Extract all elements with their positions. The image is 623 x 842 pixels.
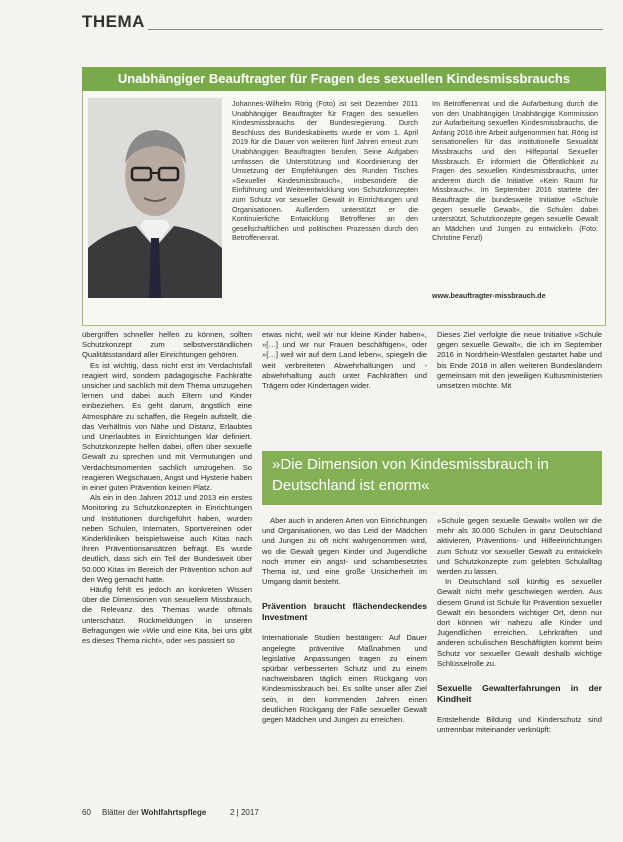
infobox-link[interactable]: www.beauftragter-missbrauch.de	[432, 291, 546, 300]
infobox-title: Unabhängiger Beauftragter für Fragen des sexuellen Kindesmissbrauchs	[82, 67, 606, 91]
article-col2-top: etwas nicht, weil wir nur kleine Kinder haben«, »[…] und wir nur Frauen beschäftigen«, oder »[…] weil wir auf dem Land leben«, spiegeln die weit verbreiteten Abwehrhaltungen und -abwehrhaltung auch unter Fachkräften und Trägern oder Kindertagen wider.	[262, 330, 427, 391]
article-col1	[82, 330, 252, 646]
header-rule	[148, 29, 603, 30]
issue-number: 2 | 2017	[230, 808, 259, 817]
page-number: 60	[82, 808, 91, 817]
col1-paragraph-4: Häufig fehlt es jedoch an konkreten Wissen über die Dimensionen von sexuellem Missbrauch, die Relevanz des Themas wurde oftmals unterschätzt. Rückmeldungen in unseren Befragungen wie »Wie und eine Kita, bei uns gibt es dieses Thema nicht«, oder »es passiert so	[82, 585, 252, 646]
infobox-text-col1: Johannes-Wilhelm Rörig (Foto) ist seit Dezember 2011 Unabhängiger Beauftragter für Fragen des sexuellen Kindesmissbrauchs der Bundesregierung. Durch Beschluss des Bundeskabinetts wurde er vom 1. April 2019 für die Dauer von weiteren fünf Jahren erneut zum Unabhängigen Beauftragten berufen. Seine Aufgaben umfassen die Unterstützung und Koordinierung der Umsetzung der Empfehlungen des Runden Tisches »Sexueller Kindesmissbrauch«, insbesondere die Einführung und Weiterentwicklung von Schutzkonzepten zum Schutz vor sexueller Gewalt in Einrichtungen und Organisationen. Außerdem unterstützt er die Kontinuierliche Entwicklung Betroffener an den gesellschaftlichen und politischen Prozessen durch den Betroffenenrat.	[232, 99, 418, 243]
col1-paragraph-1: übergriffen schneller helfen zu können, sollten Schutzkonzept zum selbstverständlichen Qualitätsstandard aller Einrichtungen gehören.	[82, 330, 252, 360]
col3-paragraph-3: Entstehende Bildung und Kinderschutz sind untrennbar miteinander verknüpft:	[437, 715, 602, 735]
col1-paragraph-2: Es ist wichtig, dass nicht erst im Verdachtsfall reagiert wird, sondern pädagogische Fachkräfte unsicher und sachlich mit dem Thema umzugehen lernen und dabei auch Eltern und Kinder einbeziehen. Es geht darum, ängstlich eine Atmosphäre zu schaffen, die Regeln aufstellt, die das Verhältnis von Nähe und Distanz, Erlaubtes und Unerlaubtes in Einrichtungen klar definiert. Schutzkonzepte helfen dabei, offen über sexuelle Gewalt zu sprechen und mit Vermutungen und Verdachtsmomenten sachlich umzugehen. So reagieren Wegschauen, Angst und Hysterie haben in einer guten Prävention keinen Platz.	[82, 360, 252, 493]
portrait-photo	[88, 98, 222, 298]
col3-subheading: Sexuelle Gewalterfahrungen in der Kindheit	[437, 683, 602, 705]
col2-paragraph-2: Internationale Studien bestätigen: Auf Dauer angelegte präventive Maßnahmen und legislative Anpassungen tragen zu einem spürbar verbesserten Schutz und zu einem nachweisbaren täglich einen Rückgang von Kindesmissbrauch bei. Es sollte unser aller Ziel sein, in den kommenden Jahren einen deutlichen Rückgang der Fälle sexueller Gewalt gegen Mädchen und Jungen zu erreichen.	[262, 633, 427, 725]
article-col3-lower	[437, 516, 602, 735]
col2-subheading: Prävention braucht flächendeckendes Investment	[262, 601, 427, 623]
col3-paragraph-2: In Deutschland soll künftig es sexueller Gewalt nicht mehr geschwiegen werden. Aus diesem Grund ist Schule für Prävention sexueller Gewalt ein besonders wichtiger Ort, denn nur dort können wir nahezu alle Kinder und Jugendlichen erreichen. Lehrkräften und anderen schulischen Beschäftigten kommt beim Schutz vor sexueller Gewalt deshalb wichtige Schlüsselrolle zu.	[437, 577, 602, 668]
journal-name	[102, 808, 206, 817]
journal-prefix: Blätter der	[102, 808, 142, 817]
section-title: THEMA	[82, 12, 145, 31]
article-col3-top: Dieses Ziel verfolgte die neue Initiative »Schule gegen sexuelle Gewalt«, die ich im September 2016 in Nordrhein-Westfalen gestartet habe und bis Ende 2018 in allen weiteren Bundesländern gemeinsam mit den jeweiligen Kultusministerien umsetzen möchte. Mit	[437, 330, 602, 391]
journal-bold: Wohlfahrtspflege	[141, 808, 207, 817]
article-col2-lower	[262, 516, 427, 725]
pull-quote: »Die Dimension von Kindesmissbrauch in Deutschland ist enorm«	[262, 451, 602, 505]
col3-paragraph-1: »Schule gegen sexuelle Gewalt« wollen wir die mehr als 30.000 Schulen in ganz Deutschland aktivieren, Präventions- und Hilfeeinrichtungen zum Schutz vor sexueller Gewalt zu entwickeln und Schutzkonzepte zum gelebten Schulalltag werden zu lassen.	[437, 516, 602, 577]
infobox-text-col2: Im Betroffenenrat und die Aufarbeitung durch die von den Unabhängigen Unabhängige Kommission zur Aufarbeitung sexuellen Kindesmissbrauchs, die Anfang 2016 ihre Arbeit aufgenommen hat. Rörig ist sensationellen für das institutionelle Sexualität Missbrauchs und den Hilfeportal Sexueller Missbrauch. Er informiert die Öffentlichkeit zu Fragen des sexuellen Kindesmissbrauchs, unter anderem durch die Initiative »Kein Raum für Missbrauch«. Im September 2016 startete der Beauftragte die bundesweite Initiative »Schule gegen sexuelle Gewalt«, die Schulen dabei unterstützt, Schutzkonzepte gegen sexuelle Gewalt an Mädchen und Jungen zu entwickeln. (Foto: Christine Fenzl)	[432, 99, 598, 243]
portrait-illustration	[88, 98, 222, 298]
col2-paragraph-1: Aber auch in anderen Arten von Einrichtungen und Organisationen, wo das Leid der Mädchen und Jungen zu oft nicht wahrgenommen wird, wo die Gewalt gegen Kinder und Jugendliche noch immer ein angst- und schambesetztes Thema ist, und eine große Unsicherheit im Umgang damit besteht.	[262, 516, 427, 587]
col1-paragraph-3: Als ein in den Jahren 2012 und 2013 ein erstes Monitoring zu Schutzkonzepten in Einrichtungen und Institutionen durchgeführt haben, wurden neben Schulen, Internaten, Sportvereinen oder Kinderkliniken beispielsweise auch Kitas nach ihren Präventionsansätzen befragt. Es wurde deutlich, dass sich ein Teil der Bundesweit über 50.000 Kitas im Bereich der Prävention schon auf den Weg gemacht hatte.	[82, 493, 252, 584]
